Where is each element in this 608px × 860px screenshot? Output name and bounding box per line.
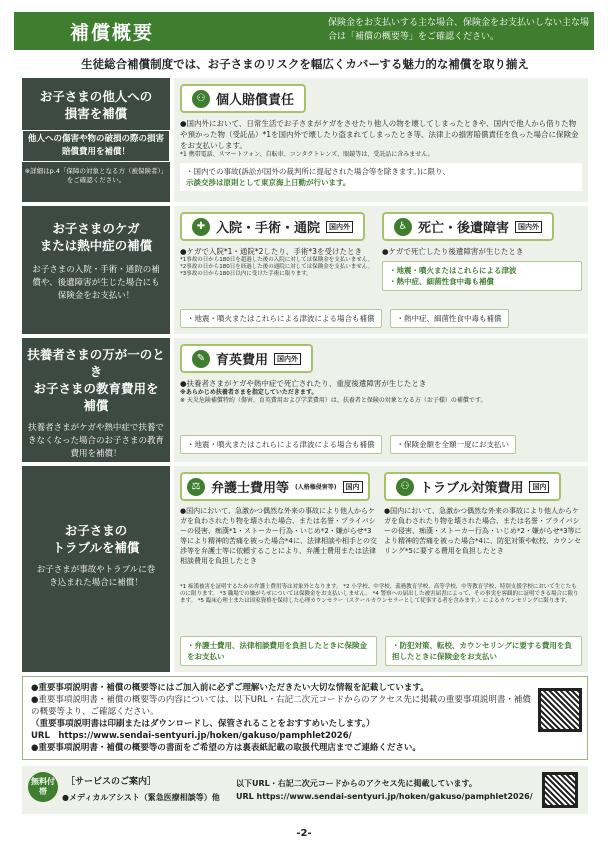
section-injury: [22, 206, 588, 334]
coverage-title-lawyer: ⚖ 弁護士費用等 (人格権侵害等) 国内: [180, 472, 370, 501]
notice-line: （重要事項説明書は印刷またはダウンロードし、保管されることをおすすめいたします。）: [31, 719, 375, 729]
section-content: [174, 338, 588, 462]
section-trouble: [22, 466, 588, 672]
coverage-title-death: ♿ 死亡・後遺障害 国内外: [382, 212, 554, 241]
section-heading: お子さまのケガ: [52, 221, 140, 236]
people-support-icon: ⚇: [396, 478, 414, 496]
coverage-title: ✎ 育英費用 国内外: [180, 344, 313, 373]
section-content: [174, 78, 588, 202]
section-side-panel: [22, 466, 170, 672]
coverage-description: ●ケガで死亡したり後遺障害が生じたとき: [382, 247, 524, 256]
section-heading: お子さまの他人への: [39, 89, 153, 104]
qr-code-icon[interactable]: [542, 772, 578, 808]
qr-code-icon[interactable]: [538, 688, 582, 732]
domestic-overseas-tag: 国内外: [274, 353, 301, 365]
section-summary: お子さまの入院・手術・通院の補償や、後遺障害が生じた場合にも保険金をお支払い！: [32, 265, 160, 301]
coverage-note: *1事故の日から180日を超過した後の入院に対しては保険金を支払いません。 *2事故の日から180日を経過した後の通院に対しては保険金を支払いません。 *3事故の日から180日以内に受けた手術に限ります。: [180, 257, 374, 277]
service-item: ●メディカルアシスト（緊急医療相談等）他: [62, 793, 220, 802]
coverage-description: ●扶養者さまがケガや熱中症で死亡されたり、重度後遺障害が生じたとき: [180, 379, 427, 388]
service-url[interactable]: URL https://www.sendai-sentyuri.jp/hoken/gakuso/pamphlet2026/: [236, 792, 533, 801]
coverage-note: ※あらかじめ扶養者さまを指定していただきます。: [180, 389, 318, 396]
coverage-note: *1 携帯電話、スマートフォン、自転車、コンタクトレンズ、眼鏡等は、受託品に含みません。: [180, 151, 434, 158]
domestic-overseas-tag: 国内外: [326, 221, 353, 233]
notice-line: ●重要事項説明書・補償の概要等にはご加入前に必ずご理解いただきたい大切な情報を記載しています。: [31, 683, 429, 693]
domestic-overseas-tag: 国内外: [515, 221, 542, 233]
section-summary: 扶養者さまがケガや熱中症で扶養できなくなった場合のお子さまの教育費用を補償！: [28, 423, 165, 459]
service-title: ［サービスのご案内］: [66, 777, 157, 787]
coverage-footnotes: *1 痴漢被害を証明するための弁護士費用等は対象外となります。 *2 小学校、中学校、義務教育学校、高等学校、中等教育学校、特別支援学校において生じたものに限ります。 *3 職場での嫌がらせについては保険金をお支払いしません。 *4 警察への届出した被害届書によって、その事実を客観的に証明できる場合に限ります。 *5 臨床心理士または国家資格を保持した心理カウンセラー（スクールカウンセラーとして従事する者を含みます。）によるカウンセリングに限ります。: [180, 584, 579, 604]
tagline: 生徒総合補償制度では、お子さまのリスクを幅広くカバーする魅力的な補償を取り揃え: [81, 57, 529, 71]
domestic-tag: 国内: [529, 481, 549, 493]
coverage-highlight: ・地震・噴火またはこれらによる津波による場合も補償: [180, 435, 382, 454]
service-box: [22, 766, 588, 814]
section-education: [22, 338, 588, 462]
domestic-tag: 国内: [343, 481, 363, 493]
settlement-note: ・国内での事故(訴訟が国外の裁判所に提起された場合等を除きます。)に限り、 示談交渉は原則として東京海上日動が行います。: [180, 163, 582, 191]
section-heading: 扶養者さまの万が一のとき: [27, 347, 165, 379]
notice-line: ●重要事項説明書・補償の概要等の書面をご希望の方は裏表紙記載の取扱代理店までご連絡ください。: [31, 743, 421, 753]
coverage-title: ⚇ 個人賠償責任: [180, 84, 306, 113]
section-summary: お子さまが事故やトラブルに巻き込まれた場合に補償！: [36, 565, 156, 588]
section-side-panel: [22, 206, 170, 334]
section-content: [174, 466, 588, 672]
book-icon: ✎: [192, 350, 210, 368]
page-number: -2-: [296, 828, 312, 839]
coverage-description: ●国内において、急激かつ偶然な外来の事故により他人からケガを負わされたり物を壊された場合、または名誉・プライバシーの侵害、痴漢*1・ストーカー行為・いじめ*2・嫌がらせ*3等により精神的苦痛を被った場合*4に、法律相談や相手との交渉等を弁護士等に依頼することにより、弁護士費用または法律相談費用を負担したとき: [180, 507, 377, 565]
section-side-panel: [22, 338, 170, 462]
coverage-highlight: ・熱中症、細菌性食中毒も補償: [390, 309, 509, 328]
coverage-note-2: ※ 天災危険補償特約（傷害、育英費用および学業費用）は、扶養者と保険の対象となる方（お子様）の補償です。: [180, 397, 487, 404]
section-heading-2: 損害を補償: [64, 106, 128, 121]
header-bar: [14, 12, 594, 50]
coverage-highlight: ・地震・噴火またはこれらによる津波による場合も補償: [180, 309, 382, 328]
coverage-description: ●国内外において、日常生活でお子さまがケガをさせたり他人の物を壊してしまったときや、国内で他人から借りた物や預かった物（受託品）*1を国内外で壊したり盗まれてしまったとき等、法律上の損害賠償責任を負った場合に保険金をお支払いします。: [180, 119, 579, 150]
section-side-panel: [22, 78, 170, 202]
notice-url[interactable]: URL https://www.sendai-sentyuri.jp/hoken/gakuso/pamphlet2026/: [31, 731, 352, 741]
people-icon: ⚇: [192, 90, 210, 108]
section-heading-2: または熱中症の補償: [39, 238, 153, 253]
section-heading-3: 補償: [83, 398, 109, 413]
coverage-description: ●ケガで入院*1・通院*2したり、手術*3を受けたとき: [180, 247, 362, 256]
coverage-highlight: ・保険金額を全額一度にお支払い: [390, 435, 517, 454]
section-heading-2: お子さまの教育費用を: [33, 381, 159, 396]
coverage-highlight: ・弁護士費用、法律相談費用を負担したときに保険金をお支払い: [180, 636, 377, 666]
section-footnote: ※詳細はp.4「保障の対象となる方（被保険者）」をご確認ください。: [24, 167, 168, 184]
coverage-highlight: ・防犯対策、転校、カウンセリングに要する費用を負担したときに保険金をお支払い: [385, 636, 582, 666]
section-heading-2: トラブルを補償: [52, 540, 140, 555]
free-badge: 無料付帯: [28, 772, 58, 802]
section-summary: 他人への傷害や物の破損の際の損害賠償費用を補償！: [22, 130, 170, 162]
coverage-title-trouble: ⚇ トラブル対策費用 国内: [384, 472, 561, 501]
coverage-title-hospital: ✚ 入院・手術・通院 国内外: [180, 212, 365, 241]
service-text: 以下URL・右記二次元コードからのアクセス先に掲載しています。: [236, 779, 477, 788]
section-liability: [22, 78, 588, 202]
wheelchair-icon: ♿: [394, 218, 412, 236]
section-heading: お子さまの: [64, 523, 128, 538]
page-title: 補償概要: [70, 22, 155, 44]
important-notice: [22, 676, 588, 760]
coverage-highlight: ・地震・噴火またはこれらによる津波 ・熱中症、細菌性食中毒も補償: [382, 261, 582, 291]
hospital-icon: ✚: [192, 218, 210, 236]
gavel-icon: ⚖: [187, 478, 205, 496]
coverage-description: ●国内において、急激かつ偶然な外来の事故により他人からケガを負わされたり物を壊された場合、または名誉・プライバシーの侵害、痴漢・ストーカー行為・いじめ*2・嫌がらせ*3等により精神的苦痛を被った場合*4に、防犯対策や転校、カウンセリング*5に要する費用を負担したとき: [384, 507, 582, 555]
section-content: [174, 206, 588, 334]
header-note: 保険金をお支払いする主な場合、保険金をお支払いしない主な場合は「補償の概要等」をご確認ください。: [328, 18, 590, 42]
notice-line: ●重要事項説明書・補償の概要等の内容については、以下URL・右記二次元コードからのアクセス先に掲載の重要事項説明書・補償の概要等より、ご確認ください。: [31, 695, 531, 717]
